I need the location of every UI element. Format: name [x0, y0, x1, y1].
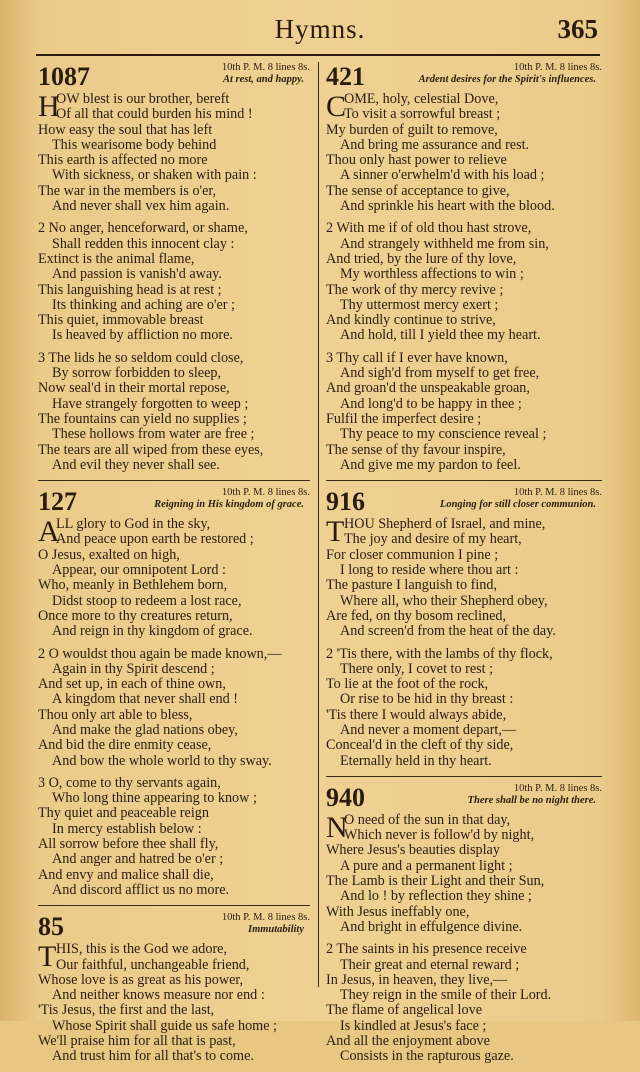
verse-line: And bid the dire enmity cease, — [38, 737, 212, 754]
verse-line: How easy the soul that has left — [38, 121, 213, 138]
verse-line: And long'd to be happy in thee ; — [340, 395, 522, 412]
stanza — [326, 351, 602, 473]
verse-line: And passion is vanish'd away. — [52, 266, 222, 283]
hymn — [326, 783, 602, 1065]
verse-line-text: OW blest is our brother, bereft — [56, 91, 230, 107]
verse-line: And never a moment depart,— — [340, 721, 517, 738]
verse-line: And bright in effulgence divine. — [340, 918, 523, 935]
drop-cap: T — [326, 515, 345, 549]
verse-line: 3 Thy call if I ever have known, — [326, 349, 508, 366]
running-title: Hymns. — [274, 14, 366, 44]
verse-line: 'Tis Jesus, the first and the last, — [38, 1002, 215, 1019]
verse-line: The work of thy mercy revive ; — [326, 281, 504, 298]
drop-cap: C — [326, 90, 347, 123]
verse-line: And never shall vex him again. — [52, 198, 230, 215]
verse-line: Whose love is as great as his power, — [38, 971, 244, 988]
page-number: 365 — [557, 14, 598, 44]
hymn-number: 1087 — [38, 62, 90, 91]
stanza — [38, 92, 310, 214]
verse-line: Who, meanly in Bethlehem born, — [38, 577, 228, 594]
hymn-number: 85 — [38, 912, 64, 942]
verse-line: Thy peace to my conscience reveal ; — [340, 426, 547, 443]
stanza — [326, 942, 602, 1064]
verse-line: And sprinkle his heart with the blood. — [340, 198, 555, 215]
verse-line: 2 With me if of old thou hast strove, — [326, 220, 532, 237]
verse-line: And hold, till I yield thee my heart. — [340, 327, 541, 344]
stanza — [326, 92, 602, 214]
verse-line: There only, I covet to rest ; — [340, 660, 494, 677]
drop-cap: A — [38, 515, 60, 549]
stanza — [38, 647, 310, 769]
verse-line: And lo ! by reflection they shine ; — [340, 888, 532, 905]
verse-line-text: HIS, this is the God we adore, — [56, 941, 228, 958]
hymn-meter: 10th P. M. 8 lines 8s. — [221, 912, 310, 924]
verse-line: Eternally held in thy heart. — [340, 752, 492, 769]
stanza — [326, 647, 602, 769]
verse-line: Thy quiet and peaceable reign — [38, 805, 209, 822]
verse-line: Are fed, on thy bosom reclined, — [326, 607, 507, 624]
hymn — [38, 62, 310, 473]
hymn-header — [38, 912, 310, 942]
drop-cap: N — [326, 810, 348, 844]
verse-line: The flame of angelical love — [326, 1002, 482, 1019]
hymn-number: 940 — [326, 782, 365, 812]
verse-line: O Jesus, exalted on high, — [38, 546, 180, 563]
verse-line: And trust him for all that's to come. — [52, 1048, 254, 1065]
verse-line: In Jesus, in heaven, they live,— — [326, 971, 508, 988]
hymn-meter: 10th P. M. 8 lines 8s. — [513, 62, 602, 73]
verse-line: Of all that could burden his mind ! — [56, 106, 253, 123]
verse-line-text: O need of the sun in that day, — [344, 811, 511, 828]
verse-line: 3 O, come to thy servants again, — [38, 774, 221, 791]
verse-line: 2 No anger, henceforward, or shame, — [38, 220, 248, 237]
hymn-number: 127 — [38, 487, 77, 517]
verse-line: Thou only hast power to relieve — [326, 152, 507, 169]
verse-line: And reign in thy kingdom of grace. — [52, 623, 253, 640]
verse-line: This wearisome body behind — [52, 136, 217, 153]
hymn — [326, 487, 602, 769]
verse-line: Fulfil the imperfect desire ; — [326, 410, 482, 427]
verse-line-text: OME, holy, celestial Dove, — [344, 91, 499, 107]
verse-line: Didst stoop to redeem a lost race, — [52, 592, 242, 609]
verse-line: Extinct is the animal flame, — [38, 250, 195, 267]
verse-line: Where all, who their Shepherd obey, — [340, 592, 548, 609]
verse-line: Where Jesus's beauties display — [326, 842, 500, 859]
header-rule — [36, 54, 600, 56]
verse-line: I long to reside where thou art : — [340, 562, 519, 579]
verse-line: And all the enjoyment above — [326, 1033, 490, 1050]
verse-line: To visit a sorrowful breast ; — [344, 106, 501, 123]
verse-line: And evil they never shall see. — [52, 456, 220, 473]
drop-cap: T — [38, 940, 57, 974]
verse-line: And bow the whole world to thy sway. — [52, 752, 272, 769]
verse-line: Thy uttermost mercy exert ; — [340, 296, 499, 313]
verse-line: And envy and malice shall die, — [38, 866, 214, 883]
verse-line: To lie at the foot of the rock, — [326, 676, 489, 693]
verse-line: This earth is affected no more — [38, 152, 208, 169]
verse-line: And bring me assurance and rest. — [340, 136, 530, 153]
verse-line: And anger and hatred be o'er ; — [52, 851, 224, 868]
verse-line: And strangely withheld me from sin, — [340, 235, 549, 252]
verse-line: Or rise to be hid in thy breast : — [340, 691, 514, 708]
verse-line: The fountains can yield no supplies ; — [38, 410, 247, 427]
hymn-subject: Reigning in His kingdom of grace. — [154, 499, 304, 511]
verse-line: These hollows from water are free ; — [52, 426, 255, 443]
verse-line: And make the glad nations obey, — [52, 721, 238, 738]
hymn-number: 421 — [326, 62, 365, 91]
hymn-header — [38, 62, 310, 92]
stanza — [38, 221, 310, 343]
verse-line: 2 The saints in his presence receive — [326, 941, 527, 958]
hymn-subject: Longing for still closer communion. — [439, 499, 596, 511]
verse-line: We'll praise him for all that is past, — [38, 1033, 236, 1050]
verse-line: They reign in the smile of their Lord. — [340, 987, 552, 1004]
stanza — [38, 776, 310, 898]
verse-line-text: HOU Shepherd of Israel, and mine, — [344, 516, 546, 533]
verse-line: Our faithful, unchangeable friend, — [56, 956, 250, 973]
stanza — [326, 517, 602, 639]
verse-line: My burden of guilt to remove, — [326, 121, 498, 138]
verse-line: Consists in the rapturous gaze. — [340, 1048, 514, 1065]
verse-line: A sinner o'erwhelm'd with his load ; — [340, 167, 545, 184]
hymn-header — [326, 487, 602, 517]
verse-line: The sense of acceptance to give, — [326, 182, 510, 199]
verse-line: Is kindled at Jesus's face ; — [340, 1017, 487, 1034]
drop-cap: H — [38, 90, 60, 123]
verse-line: The tears are all wiped from these eyes, — [38, 441, 264, 458]
hymn-meter: 10th P. M. 8 lines 8s. — [513, 782, 602, 794]
hymn-meter: 10th P. M. 8 lines 8s. — [513, 487, 602, 499]
hymn-subject: At rest, and happy. — [223, 74, 304, 85]
column-divider — [318, 62, 319, 987]
verse-line: And screen'd from the heat of the day. — [340, 623, 556, 640]
verse-line: A pure and a permanent light ; — [340, 857, 513, 874]
verse-line: Thou only art able to bless, — [38, 706, 193, 723]
hymn-meter: 10th P. M. 8 lines 8s. — [221, 62, 310, 73]
hymn-meter: 10th P. M. 8 lines 8s. — [221, 487, 310, 499]
verse-line: Its thinking and aching are o'er ; — [52, 296, 235, 313]
verse-line: Whose Spirit shall guide us safe home ; — [52, 1017, 277, 1034]
verse-line: 3 The lids he so seldom could close, — [38, 349, 244, 366]
verse-line: In mercy establish below : — [52, 820, 202, 837]
verse-line: All sorrow before thee shall fly, — [38, 836, 219, 853]
verse-line: For closer communion I pine ; — [326, 546, 499, 563]
verse-line: Again in thy Spirit descend ; — [52, 660, 215, 677]
hymn-header — [326, 62, 602, 92]
verse-line: With sickness, or shaken with pain : — [52, 167, 257, 184]
hymn-separator-rule — [38, 905, 310, 906]
stanza — [326, 221, 602, 343]
verse-line: And give me my pardon to feel. — [340, 456, 521, 473]
verse-line: Appear, our omnipotent Lord : — [52, 562, 226, 579]
verse-line: And peace upon earth be restored ; — [56, 531, 254, 548]
verse-line: 2 'Tis there, with the lambs of thy flock, — [326, 645, 553, 662]
verse-line: The war in the members is o'er, — [38, 182, 217, 199]
verse-line: Who long thine appearing to know ; — [52, 790, 257, 807]
stanza — [326, 810, 602, 935]
hymn — [326, 62, 602, 473]
verse-line: Their great and eternal reward ; — [340, 956, 520, 973]
verse-line: The pasture I languish to find, — [326, 577, 497, 594]
verse-line: Conceal'd in the cleft of thy side, — [326, 737, 514, 754]
verse-line: Once more to thy creatures return, — [38, 607, 233, 624]
verse-line: 2 O wouldst thou again be made known,— — [38, 645, 282, 662]
verse-line: The joy and desire of my heart, — [344, 531, 522, 548]
verse-line: Which never is follow'd by night, — [344, 827, 535, 844]
right-column — [326, 62, 602, 1072]
hymn — [38, 487, 310, 898]
verse-line: And set up, in each of thine own, — [38, 676, 226, 693]
hymn-subject: There shall be no night there. — [467, 794, 596, 806]
hymn-header — [326, 783, 602, 813]
hymn-header — [38, 487, 310, 517]
verse-line: The sense of thy favour inspire, — [326, 441, 506, 458]
verse-line: And groan'd the unspeakable groan, — [326, 380, 530, 397]
verse-line: And kindly continue to strive, — [326, 312, 496, 329]
left-column — [38, 62, 310, 1072]
verse-line: This quiet, immovable breast — [38, 312, 204, 329]
hymn-separator-rule — [326, 480, 602, 481]
hymn-separator-rule — [38, 480, 310, 481]
verse-line: And tried, by the lure of thy love, — [326, 250, 517, 267]
verse-line: And discord afflict us no more. — [52, 881, 230, 898]
hymn-subject: Immutability — [247, 924, 304, 936]
verse-line: Shall redden this innocent clay : — [52, 235, 235, 252]
hymn — [38, 912, 310, 1064]
verse-line: Now seal'd in their mortal repose, — [38, 380, 230, 397]
verse-line: The Lamb is their Light and their Sun, — [326, 873, 545, 890]
hymn-number: 916 — [326, 487, 365, 517]
verse-line: Is heaved by affliction no more. — [52, 327, 233, 344]
verse-line-text: LL glory to God in the sky, — [56, 516, 211, 533]
hymn-separator-rule — [326, 776, 602, 777]
hymn-subject: Ardent desires for the Spirit's influences. — [418, 74, 596, 85]
verse-line: By sorrow forbidden to sleep, — [52, 365, 222, 382]
stanza — [38, 351, 310, 473]
stanza — [38, 942, 310, 1064]
verse-line: Have strangely forgotten to weep ; — [52, 395, 249, 412]
verse-line: This languishing head is at rest ; — [38, 281, 222, 298]
verse-line: And sigh'd from myself to get free, — [340, 365, 540, 382]
stanza — [38, 517, 310, 639]
verse-line: A kingdom that never shall end ! — [52, 691, 238, 708]
verse-line: And neither knows measure nor end : — [52, 987, 265, 1004]
verse-line: With Jesus ineffably one, — [326, 903, 470, 920]
verse-line: My worthless affections to win ; — [340, 266, 524, 283]
verse-line: 'Tis there I would always abide, — [326, 706, 507, 723]
